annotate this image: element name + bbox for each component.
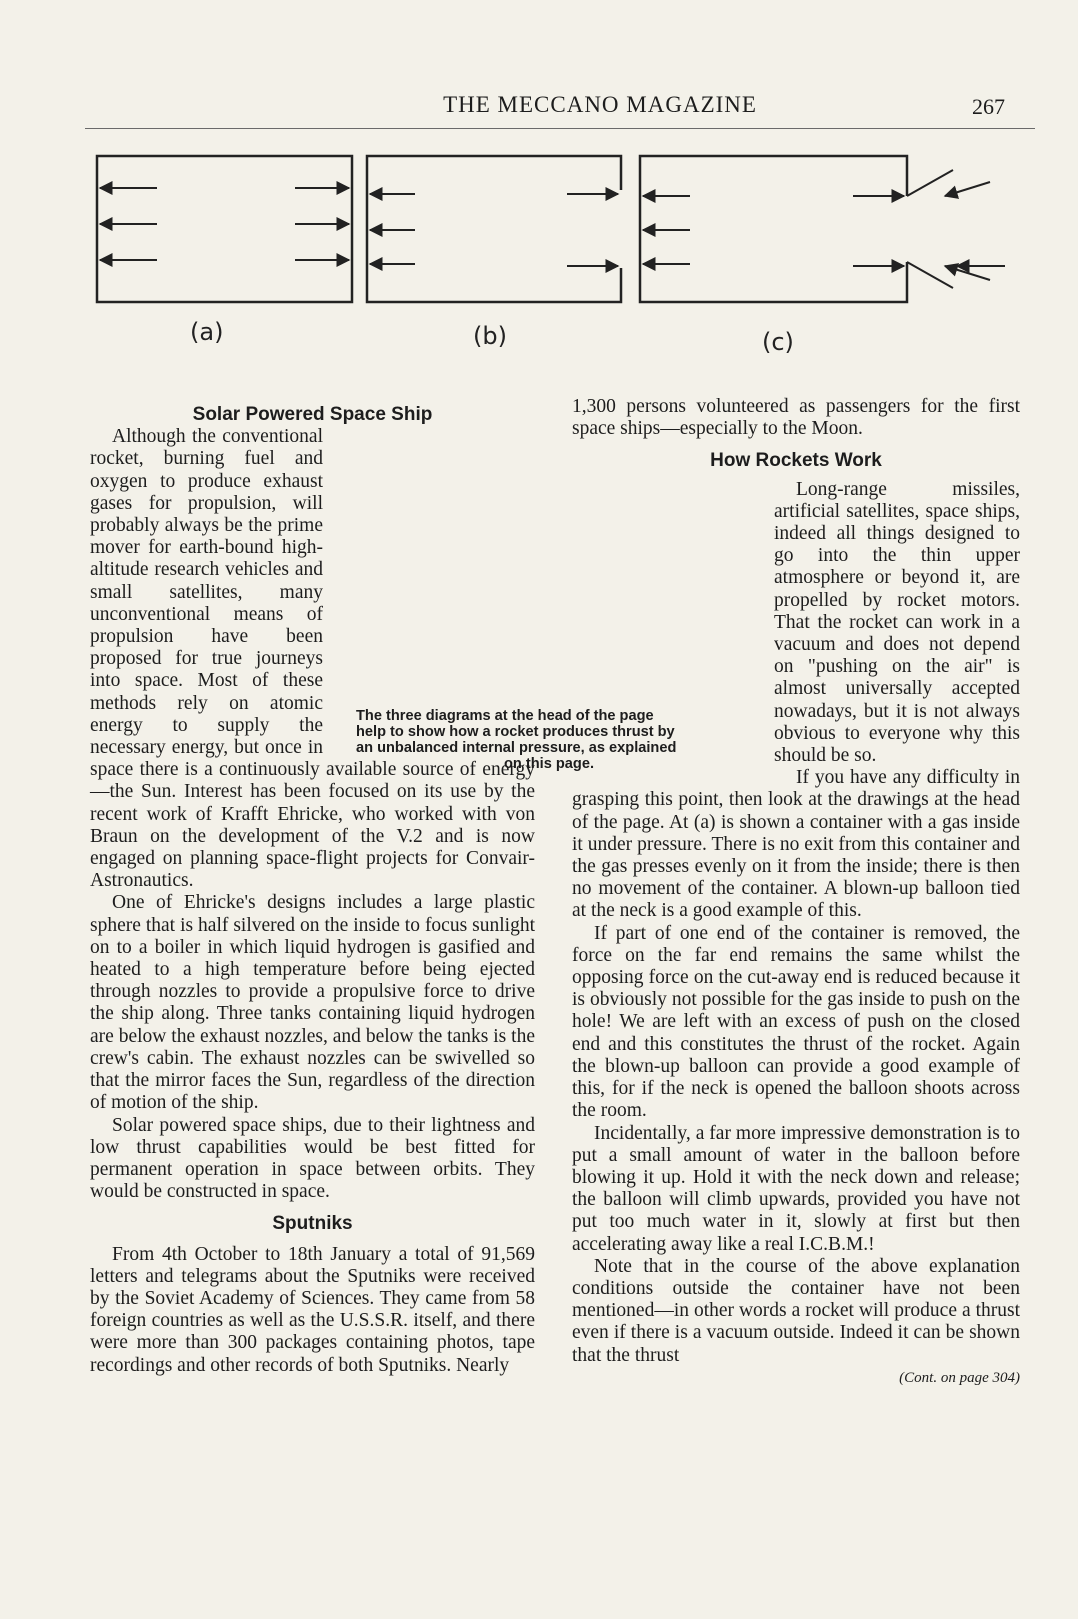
page-header [85, 88, 1035, 129]
label-b: (b) [473, 322, 507, 350]
running-title: THE MECCANO MAGAZINE [443, 92, 757, 117]
paragraph: From 4th October to 18th January a total of 91,569 letters and telegrams about the Sputniks were received by the Soviet Academy of Sciences. They came from 58 foreign countries as well as the U.S.S.R. itself, and there were more than 300 packages containing photos, tape recordings and other records of both Sputniks. Nearly [90, 1243, 535, 1376]
page-number: 267 [972, 94, 1005, 119]
heading-how-rockets-work: How Rockets Work [710, 450, 882, 472]
caption-line: on this page. [504, 756, 594, 772]
paragraph: Although the conventional rocket, burning fuel and oxygen to produce exhaust gases for propulsion, will probably always be the prime mover for earth-bound high-altitude research vehicles and small satellites, many unconventional means of propulsion have been proposed for true journeys into space. Most of these methods rely on atomic energy to supply the necessary energy, but once in space there is a continuously available source of energy—the Sun. Interest has been focused on its use by the recent work of Krafft Ehricke, who worked with von Braun on the development of the V.2 and is now engaged on planning space-flight projects for Convair-Astronautics. [90, 426, 535, 892]
nozzle-c [907, 170, 953, 288]
label-c: (c) [762, 328, 794, 356]
paragraph: Note that in the course of the above explanation conditions outside the container have not been mentioned—in other words a rocket will produce a thrust even if there is a vacuum outside. Indeed it can be shown that the thrust [572, 1255, 1020, 1366]
paragraph: 1,300 persons volunteered as passengers for the first space ships—especially to the Moon. [572, 396, 1020, 440]
continued-note: (Cont. on page 304) [899, 1369, 1020, 1386]
paragraph: If you have any difficulty in grasping this point, then look at the drawings at the head of the page. At (a) is shown a container with a gas inside it under pressure. There is no exit from this container and the gas presses evenly on it from the inside; there is then no movement of the container. A blown-up balloon tied at the neck is a good example of this. [572, 767, 1020, 922]
right-column [572, 396, 1020, 1389]
caption-line: help to show how a rocket produces thrust by [356, 724, 675, 740]
heading-sputniks: Sputniks [272, 1213, 353, 1235]
paragraph: One of Ehricke's designs includes a large plastic sphere that is half silvered on the inside to focus sunlight on to a boiler in which liquid hydrogen is gasified and heated to a high temperature before being ejected through nozzles to provide a propulsive force to drive the ship along. Three tanks containing liquid hydrogen are below the exhaust nozzles, and below the tanks is the crew's cabin. The exhaust nozzles can be swivelled so that the mirror faces the Sun, regardless of the direction of motion of the ship. [90, 892, 535, 1114]
label-a: (a) [190, 318, 224, 346]
left-column [90, 404, 535, 1377]
heading-solar-powered-space-ship: Solar Powered Space Ship [192, 404, 433, 425]
rocket-thrust-diagram [85, 148, 1020, 360]
caption-line: The three diagrams at the head of the page [356, 708, 654, 724]
caption-line: an unbalanced internal pressure, as explained [356, 740, 677, 756]
paragraph: Long-range missiles, artificial satellites, space ships, indeed all things designed to go into the thin upper atmosphere or beyond it, are propelled by rocket motors. That the rocket can work in a vacuum and does not depend on "pushing on the air" is almost universally accepted nowadays, but it is not always obvious to everyone why this should be so. [774, 478, 1020, 767]
container-a [97, 156, 352, 302]
paragraph: Incidentally, a far more impressive demonstration is to put a small amount of water in the balloon before blowing it up. Hold it with the neck down and release; the balloon will climb upwards, provided you have not put too much water in it, slowly at first but then accelerating away like a real I.C.B.M.! [572, 1122, 1020, 1255]
paragraph: If part of one end of the container is removed, the force on the far end remains the same whilst the opposing force on the cut-away end is reduced because it is obviously not possible for the gas inside to push on the hole! We are left with an excess of push on the closed end and this constitutes the thrust of the rocket. Again the blown-up balloon can provide a good example of this, for if the neck is opened the balloon shoots across the room. [572, 922, 1020, 1122]
paragraph: Solar powered space ships, due to their lightness and low thrust capabilities would be best fitted for permanent operation in space between orbits. They would be constructed in space. [90, 1114, 535, 1203]
